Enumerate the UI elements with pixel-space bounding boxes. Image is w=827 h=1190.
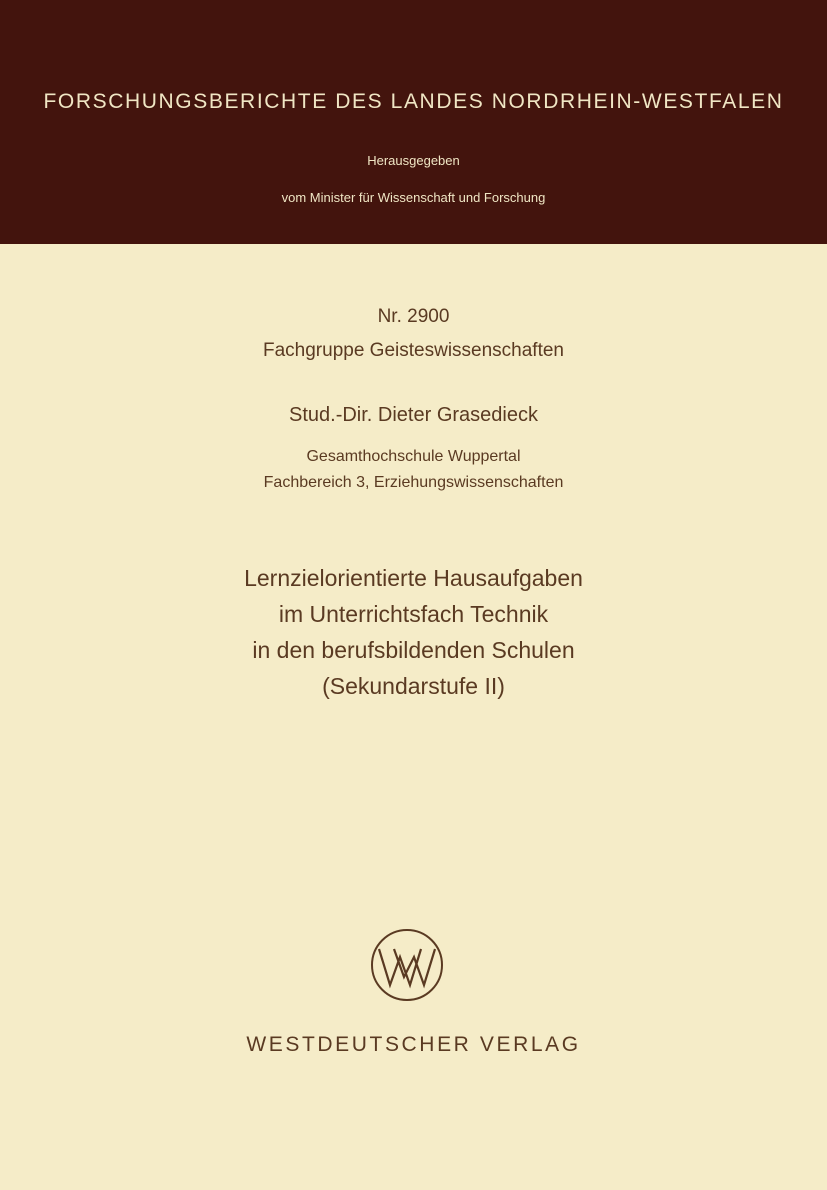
title-line-4: (Sekundarstufe II) xyxy=(322,673,505,699)
series-title: FORSCHUNGSBERICHTE DES LANDES NORDRHEIN-WESTFALEN xyxy=(43,90,784,113)
title-line-1: Lernzielorientierte Hausaufgaben xyxy=(244,565,583,591)
title-line-3: in den berufsbildenden Schulen xyxy=(252,637,575,663)
report-number: Nr. 2900 xyxy=(377,306,450,327)
author-name: Stud.-Dir. Dieter Grasedieck xyxy=(289,404,538,426)
title-line-2: im Unterrichtsfach Technik xyxy=(278,601,549,627)
author-institution: Gesamthochschule Wuppertal xyxy=(306,448,521,465)
subject-group: Fachgruppe Geisteswissenschaften xyxy=(263,340,564,361)
book-title xyxy=(0,560,827,704)
publisher-name: WESTDEUTSCHER VERLAG xyxy=(246,1033,581,1056)
editor-label: Herausgegeben xyxy=(367,153,460,168)
author-department: Fachbereich 3, Erziehungswissenschaften xyxy=(263,474,564,491)
editor-name: vom Minister für Wissenschaft und Forschung xyxy=(281,190,546,205)
header-band xyxy=(0,0,827,244)
wv-circle-logo-icon xyxy=(369,927,445,1003)
